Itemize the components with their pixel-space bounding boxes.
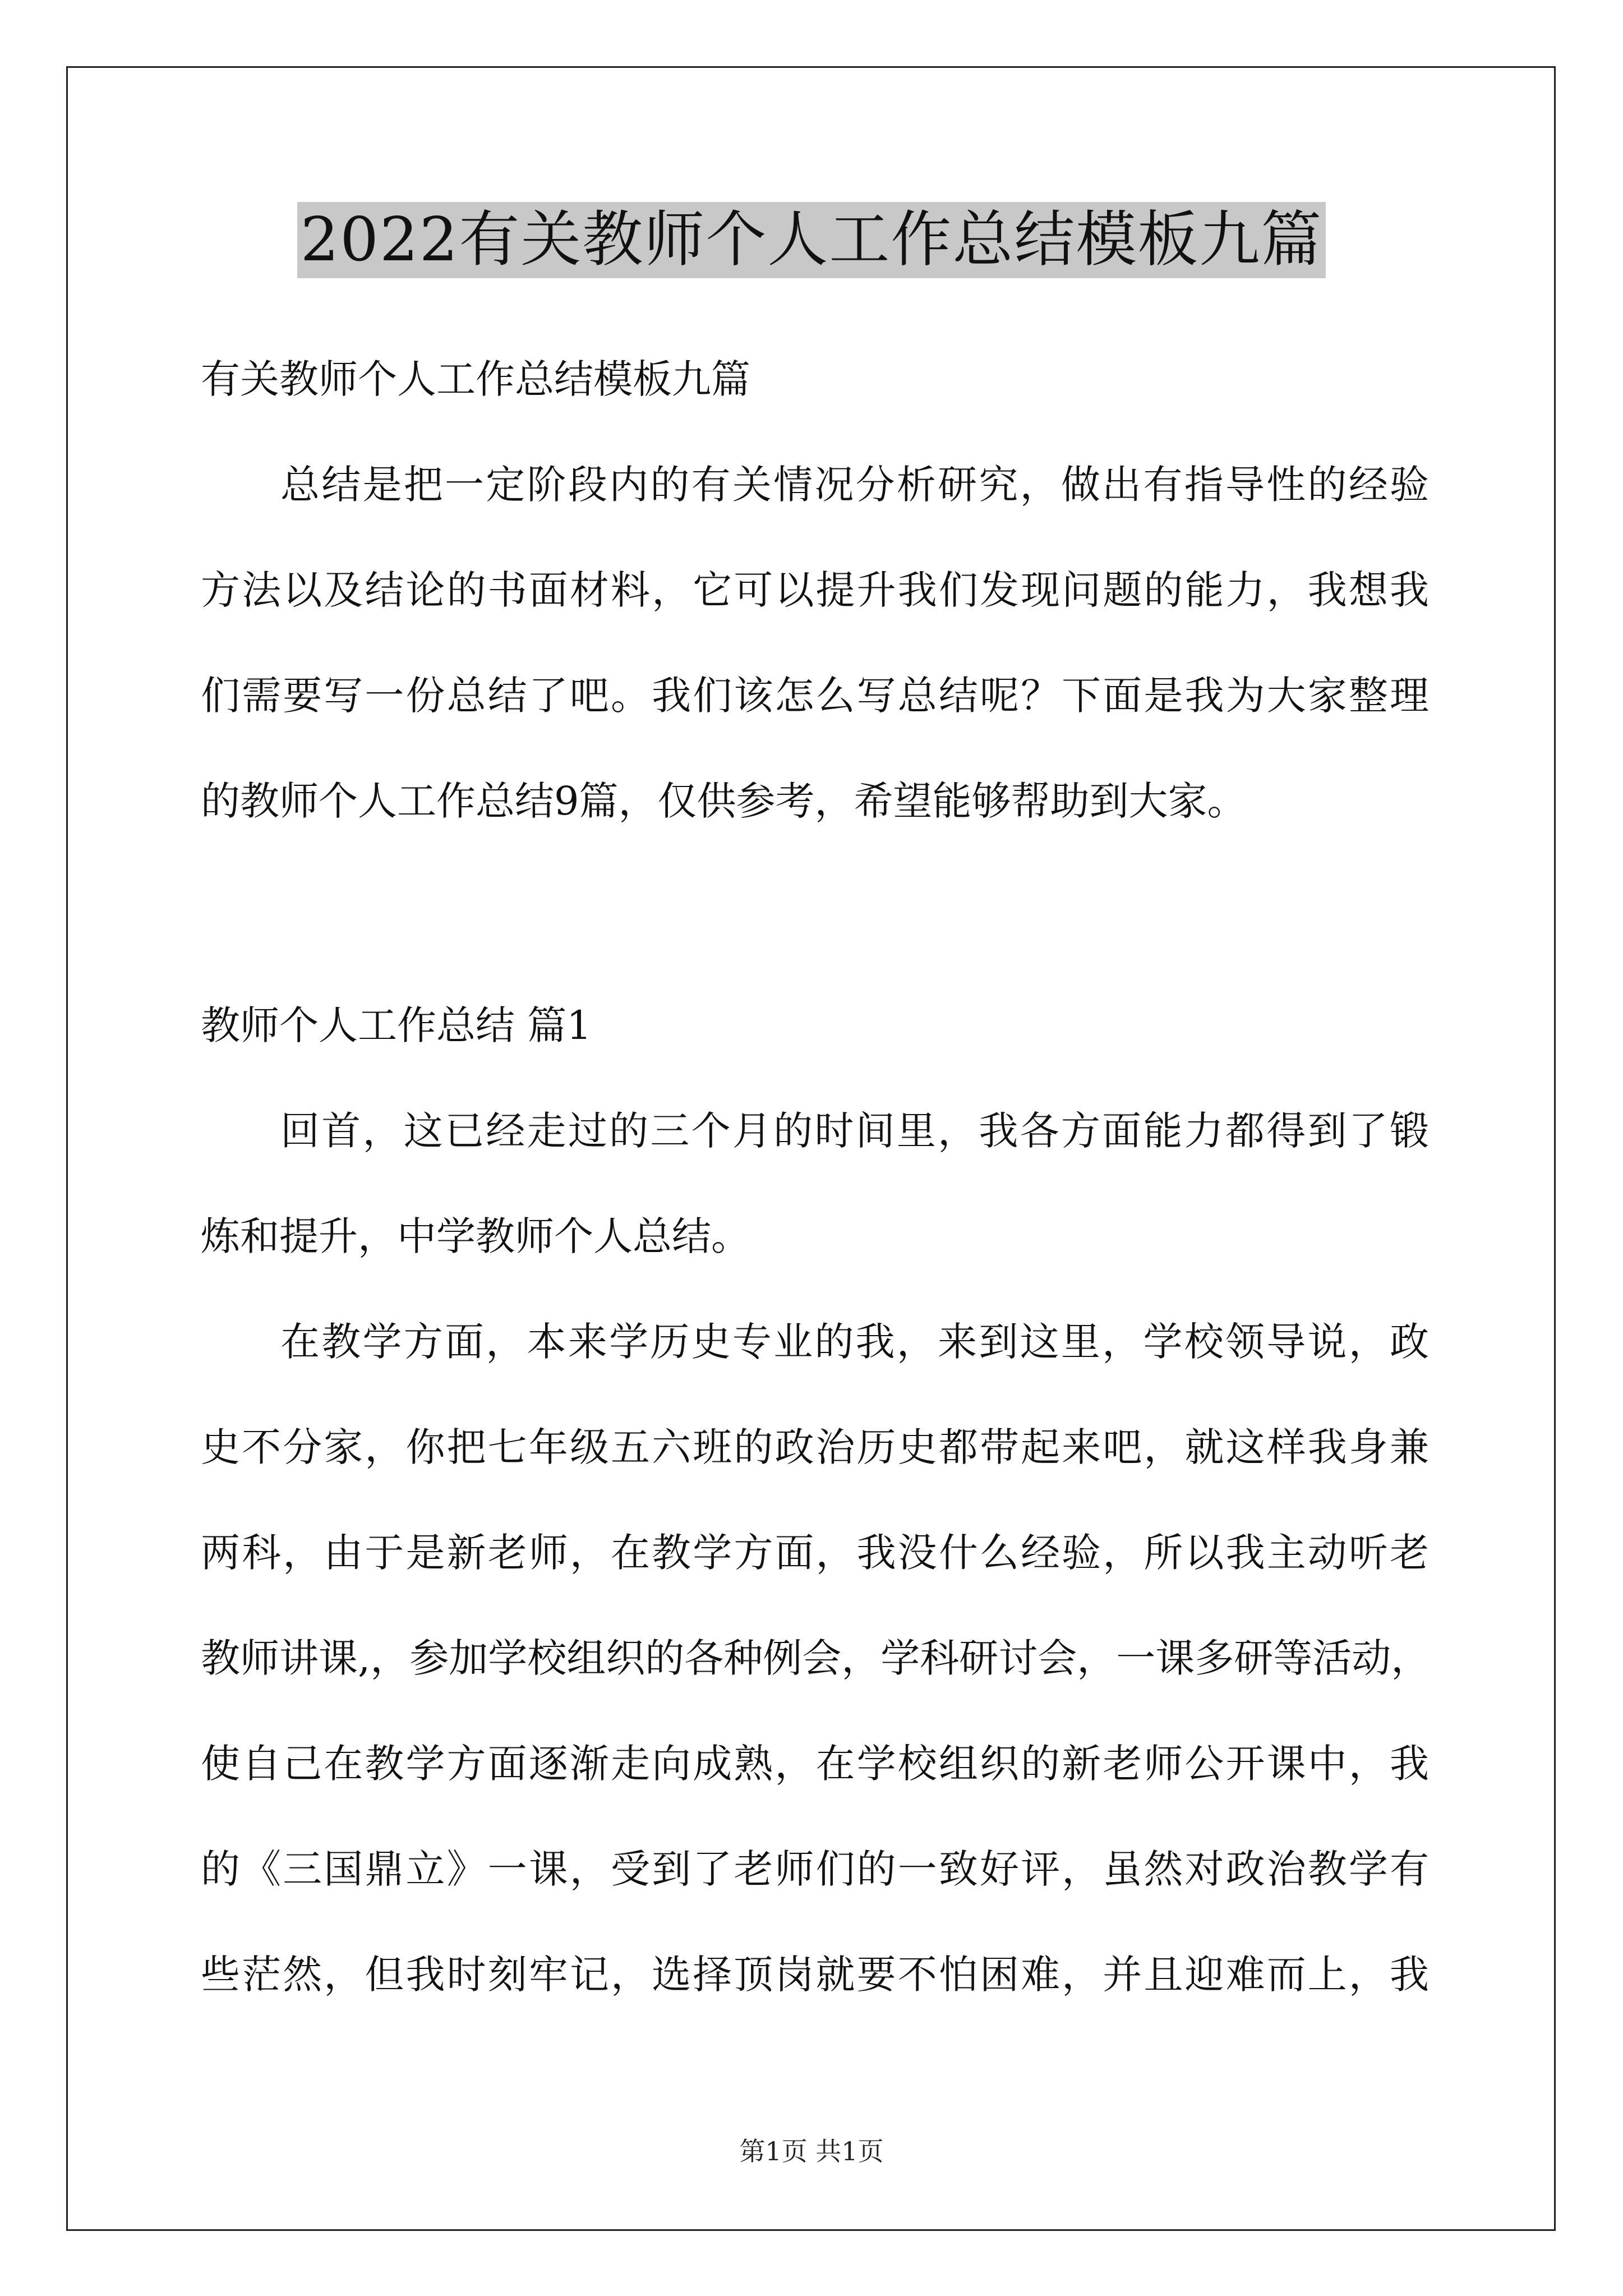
paragraph-line: 些茫然，但我时刻牢记，选择顶岗就要不怕困难，并且迎难而上，我 <box>201 1952 1429 1998</box>
document-title <box>0 202 1623 278</box>
paragraph-line: 总结是把一定阶段内的有关情况分析研究，做出有指导性的经验 <box>280 462 1429 508</box>
paragraph-line: 教师讲课,，参加学校组织的各种例会，学科研讨会，一课多研等活动， <box>201 1635 1431 1681</box>
body-paragraph-2 <box>201 1316 1429 2054</box>
paragraph-line: 的《三国鼎立》一课，受到了老师们的一致好评，虽然对政治教学有 <box>201 1846 1429 1892</box>
paragraph-line: 两科，由于是新老师，在教学方面，我没什么经验，所以我主动听老 <box>201 1530 1429 1576</box>
paragraph-line: 使自己在教学方面逐渐走向成熟，在学校组织的新老师公开课中，我 <box>201 1741 1429 1787</box>
document-subtitle: 有关教师个人工作总结模板九篇 <box>201 356 750 402</box>
paragraph-line: 回首，这已经走过的三个月的时间里，我各方面能力都得到了锻 <box>280 1108 1429 1154</box>
paragraph-line: 的教师个人工作总结9篇，仅供参考，希望能够帮助到大家。 <box>201 778 1247 824</box>
document-title-text: 2022有关教师个人工作总结模板九篇 <box>297 202 1326 278</box>
page-number-footer: 第1页 共1页 <box>739 2136 884 2166</box>
paragraph-line: 们需要写一份总结了吧。我们该怎么写总结呢？下面是我为大家整理 <box>201 673 1429 719</box>
paragraph-line: 方法以及结论的书面材料，它可以提升我们发现问题的能力，我想我 <box>201 567 1429 613</box>
paragraph-line: 史不分家，你把七年级五六班的政治历史都带起来吧，就这样我身兼 <box>201 1424 1429 1470</box>
section-heading: 教师个人工作总结 篇1 <box>201 1002 592 1048</box>
intro-paragraph <box>201 459 1429 881</box>
body-paragraph-1 <box>201 1105 1429 1316</box>
paragraph-line: 在教学方面，本来学历史专业的我，来到这里，学校领导说，政 <box>280 1319 1429 1365</box>
paragraph-line: 炼和提升，中学教师个人总结。 <box>201 1213 750 1259</box>
